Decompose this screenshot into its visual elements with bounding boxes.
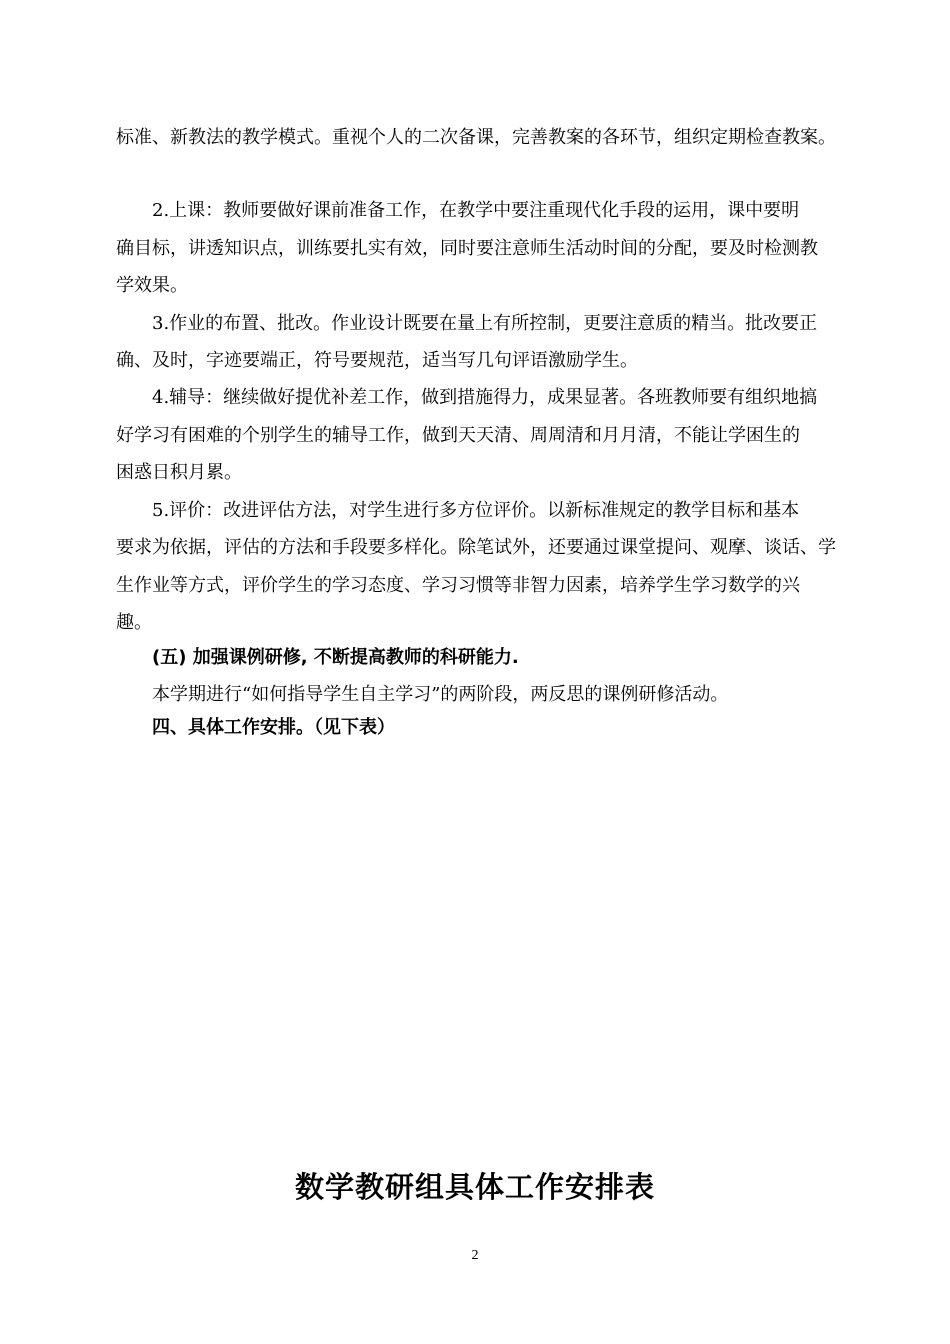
paragraph-line: 4.辅导：继续做好提优补差工作，做到措施得力，成果显著。各班教师要有组织地搞 bbox=[152, 387, 818, 408]
table-title: 数学教研组具体工作安排表 bbox=[294, 1170, 655, 1204]
section-heading: (五) 加强课例研修, 不断提高教师的科研能力. bbox=[152, 647, 519, 668]
paragraph-line: 好学习有困难的个别学生的辅导工作，做到天天清、周周清和月月清，不能让学困生的 bbox=[116, 425, 800, 446]
section-heading: 四、具体工作安排。（见下表） bbox=[152, 717, 395, 738]
paragraph-line: 学效果。 bbox=[116, 275, 188, 296]
paragraph-line: 生作业等方式，评价学生的学习态度、学习习惯等非智力因素，培养学生学习数学的兴 bbox=[116, 575, 800, 596]
paragraph-line: 2.上课：教师要做好课前准备工作，在教学中要注重现代化手段的运用，课中要明 bbox=[152, 200, 800, 221]
paragraph-line: 3.作业的布置、批改。作业设计既要在量上有所控制，更要注意质的精当。批改要正 bbox=[152, 313, 818, 334]
paragraph-line: 5.评价：改进评估方法，对学生进行多方位评价。以新标准规定的教学目标和基本 bbox=[152, 500, 800, 521]
paragraph-line: 本学期进行“如何指导学生自主学习”的两阶段，两反思的课例研修活动。 bbox=[152, 684, 729, 705]
paragraph-line: 标准、新教法的教学模式。重视个人的二次备课，完善教案的各环节，组织定期检查教案。 bbox=[116, 127, 836, 148]
paragraph-line: 困惑日积月累。 bbox=[116, 462, 242, 483]
paragraph-line: 确目标，讲透知识点，训练要扎实有效，同时要注意师生活动时间的分配，要及时检测教 bbox=[116, 238, 818, 259]
paragraph-line: 趣。 bbox=[116, 612, 152, 633]
paragraph-line: 确、及时，字迹要端正，符号要规范，适当写几句评语激励学生。 bbox=[116, 350, 638, 371]
page-number: 2 bbox=[471, 1248, 479, 1263]
paragraph-line: 要求为依据，评估的方法和手段要多样化。除笔试外，还要通过课堂提问、观摩、谈话、学 bbox=[116, 537, 836, 558]
